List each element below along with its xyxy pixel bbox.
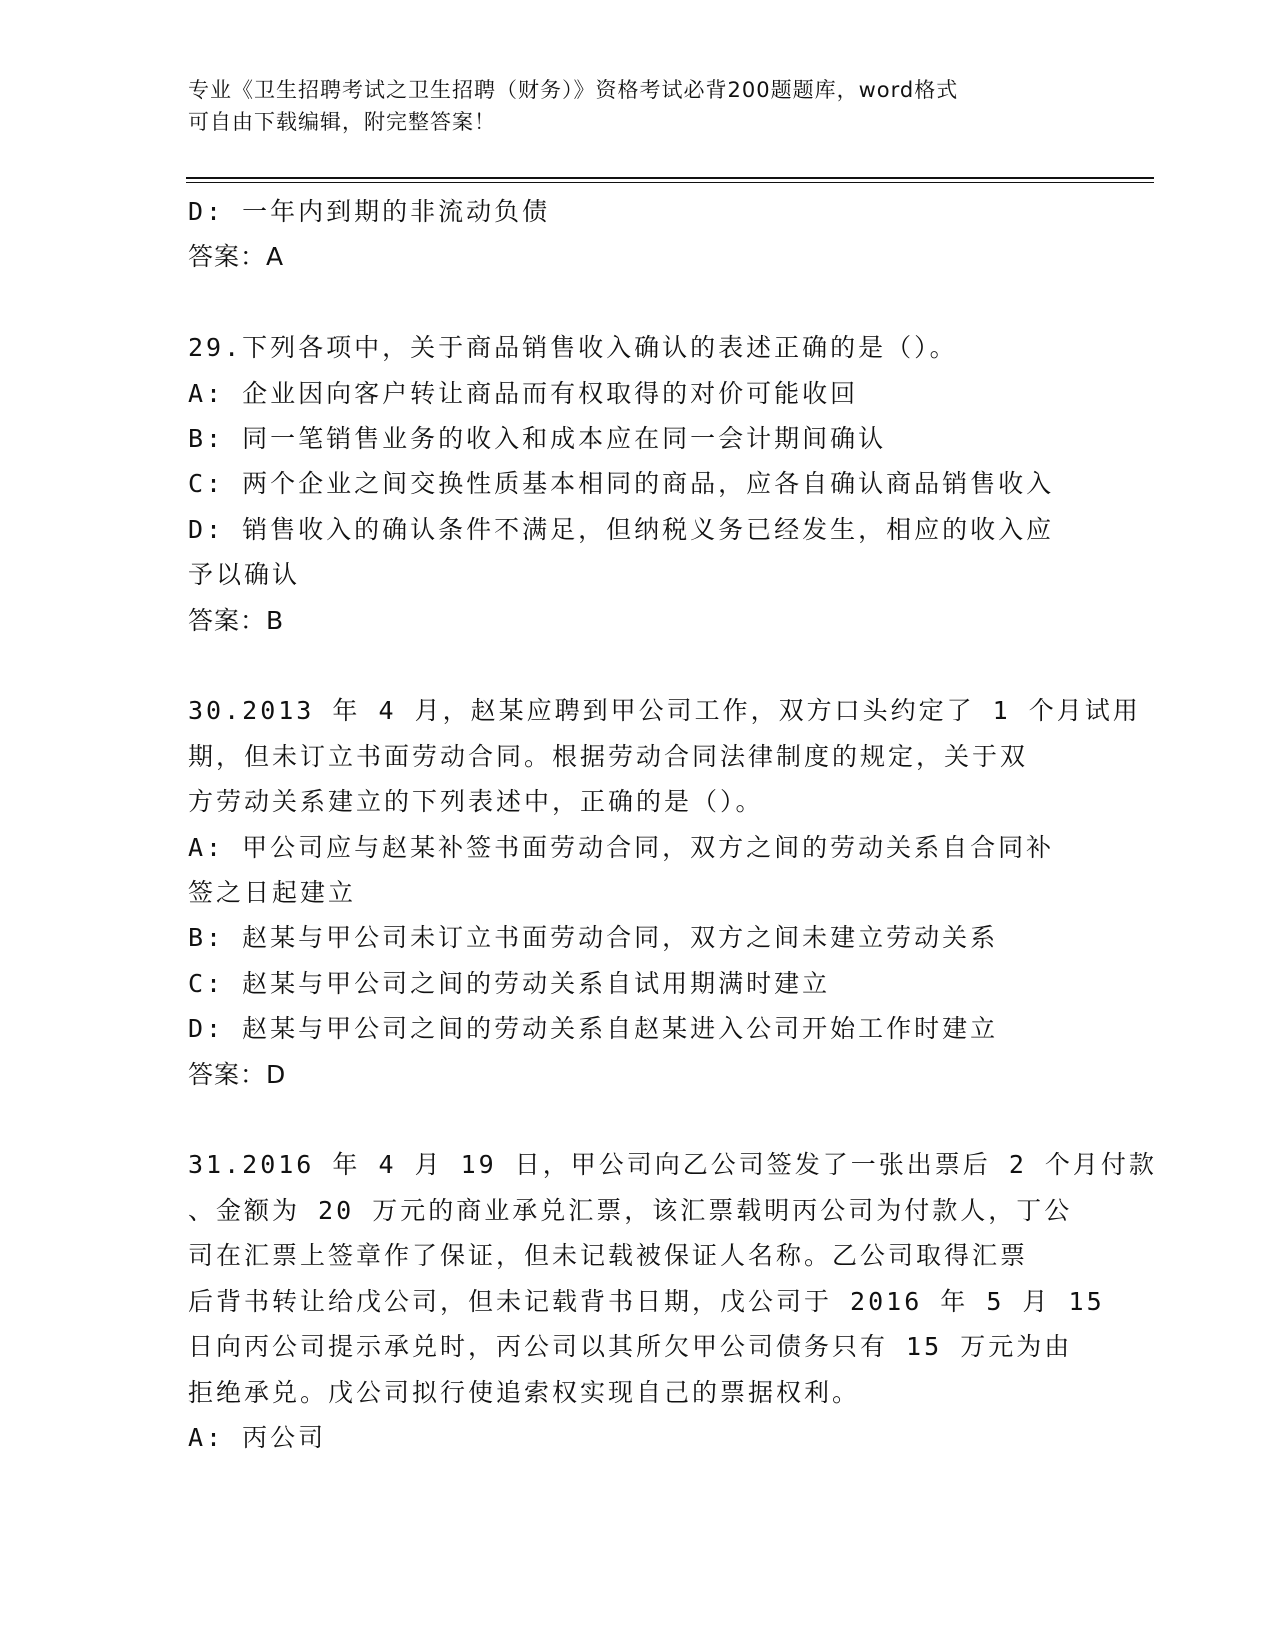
spacer: [188, 1097, 1078, 1142]
question-stem-continued: 、金额为 20 万元的商业承兑汇票，该汇票载明丙公司为付款人，丁公: [188, 1195, 1073, 1225]
spacer: [188, 643, 1078, 688]
answer-line: 答案：A: [188, 242, 285, 272]
question-stem: 30.2013 年 4 月，赵某应聘到甲公司工作，双方口头约定了 1 个月试用: [188, 696, 1141, 726]
question-stem-continued: 司在汇票上签章作了保证，但未记载被保证人名称。乙公司取得汇票: [188, 1241, 1029, 1271]
option-a-continued: 签之日起建立: [188, 878, 357, 908]
question-stem-continued: 日向丙公司提示承兑时，丙公司以其所欠甲公司债务只有 15 万元为由: [188, 1332, 1073, 1362]
question-stem: 31.2016 年 4 月 19 日，甲公司向乙公司签发了一张出票后 2 个月付款: [188, 1150, 1157, 1180]
question-28-continued: [188, 189, 1078, 280]
option-c: C: 两个企业之间交换性质基本相同的商品，应各自确认商品销售收入: [188, 469, 1055, 499]
question-31: [188, 1142, 1157, 1460]
spacer: [188, 280, 1078, 325]
option-d: D: 一年内到期的非流动负债: [188, 197, 551, 226]
option-d: D: 销售收入的确认条件不满足，但纳税义务已经发生，相应的收入应: [188, 514, 1055, 544]
option-c: C: 赵某与甲公司之间的劳动关系自试用期满时建立: [188, 968, 831, 998]
question-stem-continued: 拒绝承兑。戊公司拟行使追索权实现自己的票据权利。: [188, 1377, 861, 1407]
option-b: B: 赵某与甲公司未订立书面劳动合同，双方之间未建立劳动关系: [188, 923, 999, 953]
page-header: [188, 74, 1068, 138]
header-title-line-1: 专业《卫生招聘考试之卫生招聘（财务）》资格考试必背200题题库，word格式: [188, 78, 959, 102]
question-stem-continued: 期，但未订立书面劳动合同。根据劳动合同法律制度的规定，关于双: [188, 741, 1029, 771]
answer-line: 答案：D: [188, 1059, 287, 1089]
question-29: [188, 325, 1078, 643]
option-d: D: 赵某与甲公司之间的劳动关系自赵某进入公司开始工作时建立: [188, 1014, 999, 1044]
document-body: [188, 189, 1157, 1460]
question-30: [188, 688, 1141, 1097]
answer-line: 答案：B: [188, 605, 285, 635]
header-divider-thin: [186, 182, 1154, 183]
question-stem-continued: 方劳动关系建立的下列表述中，正确的是（）。: [188, 787, 764, 817]
option-a: A: 丙公司: [188, 1422, 327, 1452]
question-stem-continued: 后背书转让给戊公司，但未记载背书日期，戊公司于 2016 年 5 月 15: [188, 1286, 1105, 1316]
header-title-line-2: 可自由下载编辑，附完整答案！: [188, 110, 496, 134]
option-b: B: 同一笔销售业务的收入和成本应在同一会计期间确认: [188, 424, 887, 454]
header-divider-thick: [186, 177, 1154, 179]
option-a: A: 企业因向客户转让商品而有权取得的对价可能收回: [188, 378, 859, 408]
option-a: A: 甲公司应与赵某补签书面劳动合同，双方之间的劳动关系自合同补: [188, 832, 1055, 862]
option-d-continued: 予以确认: [188, 560, 301, 590]
question-stem: 29.下列各项中，关于商品销售收入确认的表述正确的是（）。: [188, 333, 958, 363]
